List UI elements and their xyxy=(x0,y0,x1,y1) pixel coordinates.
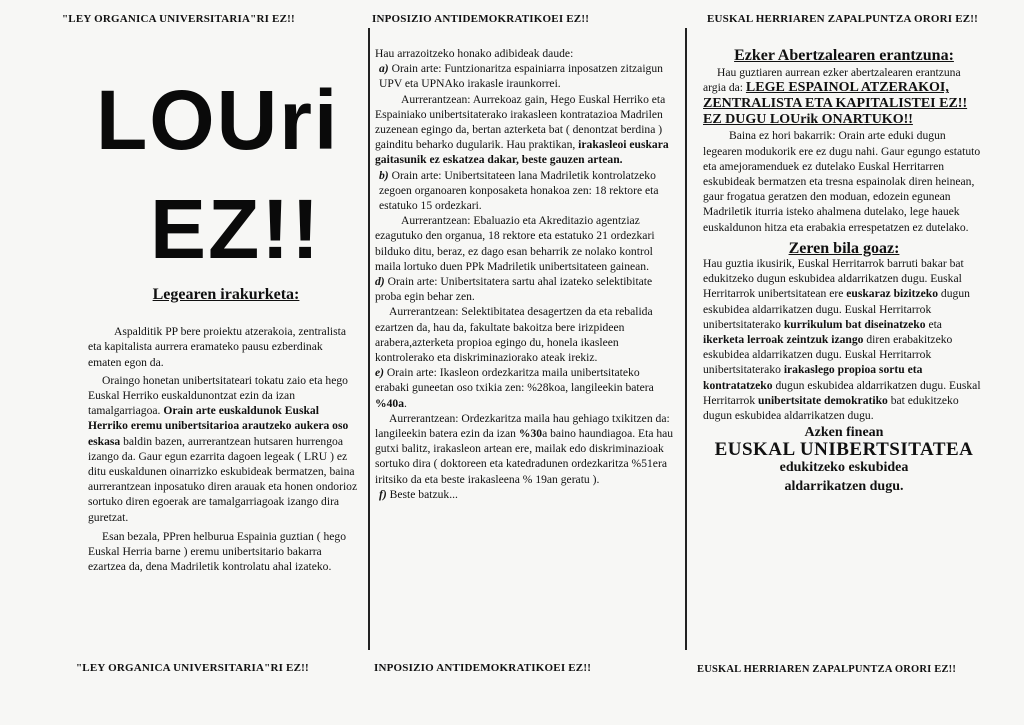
top-banner-left: "LEY ORGANICA UNIVERSITARIA"RI EZ!! xyxy=(62,13,295,25)
top-banner-center: INPOSIZIO ANTIDEMOKRATIKOEI EZ!! xyxy=(372,13,590,25)
item-a: a) Orain arte: Funtzionaritza espainiarra inposatzen zitzaigun UPV eta UPNAko irakasle iraunkorrei. xyxy=(379,62,663,91)
column-divider-left xyxy=(368,28,370,650)
bottom-banner-center: INPOSIZIO ANTIDEMOKRATIKOEI EZ!! xyxy=(374,662,592,674)
heading-goals: Zeren bila goaz: xyxy=(788,239,900,257)
left-paragraph-1: Aspalditik PP bere proiektu atzerakoia, zentralista eta kapitalista aurrera eramateko pausu ezberdinak ematen egon da. xyxy=(88,325,347,369)
item-e-next: Aurrerantzean: Ordezkaritza maila hau gehiago txikitzen da: langileekin batera ezin da izan %30a baino haundiagoa. Eta hau gutxi balitz, irakasleon artean ere, mailak edo diskriminazioak sortuko dira ( doktoreen eta katedradunen ordezkaritza %51era iritsiko da eta beste irakasleena % 19an geratu ). xyxy=(375,411,674,486)
item-b-next: Aurrerantzean: Ebaluazio eta Akreditazio agentziaz ezagutuko den organua, 18 rektore eta estatuko 21 ordezkari bilduko ditu, beraz, ez dago esan beharrik ze nolako kontrol maila lortuko duen PPk Madriletik unibertsitateen gainean. xyxy=(375,214,655,273)
closing-line-3: edukitzeko eskubidea aldarrikatzen dugu. xyxy=(779,459,909,494)
closing-line-2: EUSKAL UNIBERTSITATEA xyxy=(714,439,974,461)
left-paragraph-3: Esan bezala, PPren helburua Espainia guztian ( hego Euskal Herria barne ) eremu unibertsitario bakarra ezartzea da, dena Madriletik kontrolatu ahal izateko. xyxy=(88,529,347,574)
center-column xyxy=(375,46,675,502)
headline-line-2: EZ!! xyxy=(150,182,322,276)
headline-line-1: LOUri xyxy=(96,73,340,167)
left-column xyxy=(88,287,358,574)
column-divider-right xyxy=(685,28,687,650)
item-e: e) Orain arte: Ikasleon ordezkaritza maila unibertsitateko erabaki guneetan oso txikia zen: %28koa, langileekin batera %40a. xyxy=(375,366,654,410)
right-column xyxy=(703,48,985,496)
heading-response: Ezker Abertzalearen erantzuna: xyxy=(734,47,954,64)
item-d: d) Orain arte: Unibertsitatera sartu ahal izateko selektibitate proba egin behar zen. xyxy=(375,275,653,304)
top-banner-right: EUSKAL HERRIAREN ZAPALPUNTZA ORORI EZ!! xyxy=(707,13,979,25)
bottom-banner-left: "LEY ORGANICA UNIVERSITARIA"RI EZ!! xyxy=(76,662,309,674)
right-paragraph-1: Hau guztiaren aurrean ezker abertzalearen erantzuna argia da: LEGE ESPAINOL ATZERAKOI, ZENTRALISTA ETA KAPITALISTEI EZ!! EZ DUGU LOUrik ONARTUKO!! xyxy=(703,66,968,128)
item-f: f) Beste batzuk... xyxy=(379,487,458,501)
item-b: b) Orain arte: Unibertsitateen lana Madriletik kontrolatzeko zegoen organoaren konposaketa honakoa zen: 18 rektore eta estatuko 15 ordezkari. xyxy=(379,168,659,213)
right-paragraph-3: Hau guztia ikusirik, Euskal Herritarrok barruti bakar bat edukitzeko dugun eskubidea aldarrikatzen dugu. Euskal Herritarrok unibertsitatean ere euskaraz bizitzeko dugun eskubidea aldarrikatzen dugu. Euskal Herritarrok unibertsitaterako kurrikulum bat diseinatzeko eta ikerketa lerroak zeintzuk izango diren erabakitzeko eskubidea aldarrikatzen dugu. Euskal Herritarrok unibertsitaterako irakaslego propioa sortu eta kontratatzeko dugun eskubidea aldarrikatzen dugu. Euskal Herritarrok unibertsitate demokratiko bat edukitzeko dugun eskubidea aldarrikatzen dugu. xyxy=(703,257,981,423)
center-intro: Hau arrazoitzeko honako adibideak daude: xyxy=(375,47,574,60)
item-d-next: Aurrerantzean: Selektibitatea desagertzen da eta rebalida ezartzen da, hau da, fakultate bakoitza bere irizpideen arabera,azterketa propioa egingo du, honela ikasleen kontrolerako eta diskriminaziorako ateak irekiz. xyxy=(375,305,653,365)
item-a-next: Aurrerantzean: Aurrekoaz gain, Hego Euskal Herriko eta Espainiako unibertsitaterako irakasleen kontratazioa Madrilen zuzenean egingo da, bertan azterketa bat ( denontzat berdina ) gainditu beharko dugularik. Hau praktikan, irakasleoi euskara gaitasunik ez eskatzea dakar, beste gauzen artean. xyxy=(375,92,669,167)
right-paragraph-2: Baina ez hori bakarrik: Orain arte eduki dugun legearen modukorik ere ez dugu nahi. Gaur egungo estatuto eta amejoramenduek ez dutelako Euskal Herritarren eskubideak bermatzen eta tresna espainolak diren heinean, gaur frogatua geratzen den moduan, edozein egunean Madriletik iturria isteko ahalmena dutelako, lege hauek euskaldunon hitza eta erabakia errespetatzen ez dutelako. xyxy=(703,129,981,234)
section-title-reading: Legearen irakurketa: xyxy=(152,286,300,303)
left-paragraph-2: Oraingo honetan unibertsitateari tokatu zaio eta hego Euskal Herriko euskaldunontzat ezin da izan tamalgarriagoa. Orain arte euskaldunok Euskal Herriko eremu unibertsitarioa arautzeko aukera oso eskasa baldin bazen, aurrerantzean hutsaren hurrengoa izango da. Gaur egun ezarrita dagoen legeak ( LRU ) ez ditu euskaldunen oinarrizko eskubideak bermatzen, baina aurrerantzean inposatuko diren arauak eta honen ondorioz sortuko diren egoerak are tamalgarriagoak izango dira guretzat. xyxy=(88,373,358,524)
closing-line-1: Azken finean xyxy=(804,425,884,441)
bottom-banner-right: EUSKAL HERRIAREN ZAPALPUNTZA ORORI EZ!! xyxy=(697,664,957,675)
